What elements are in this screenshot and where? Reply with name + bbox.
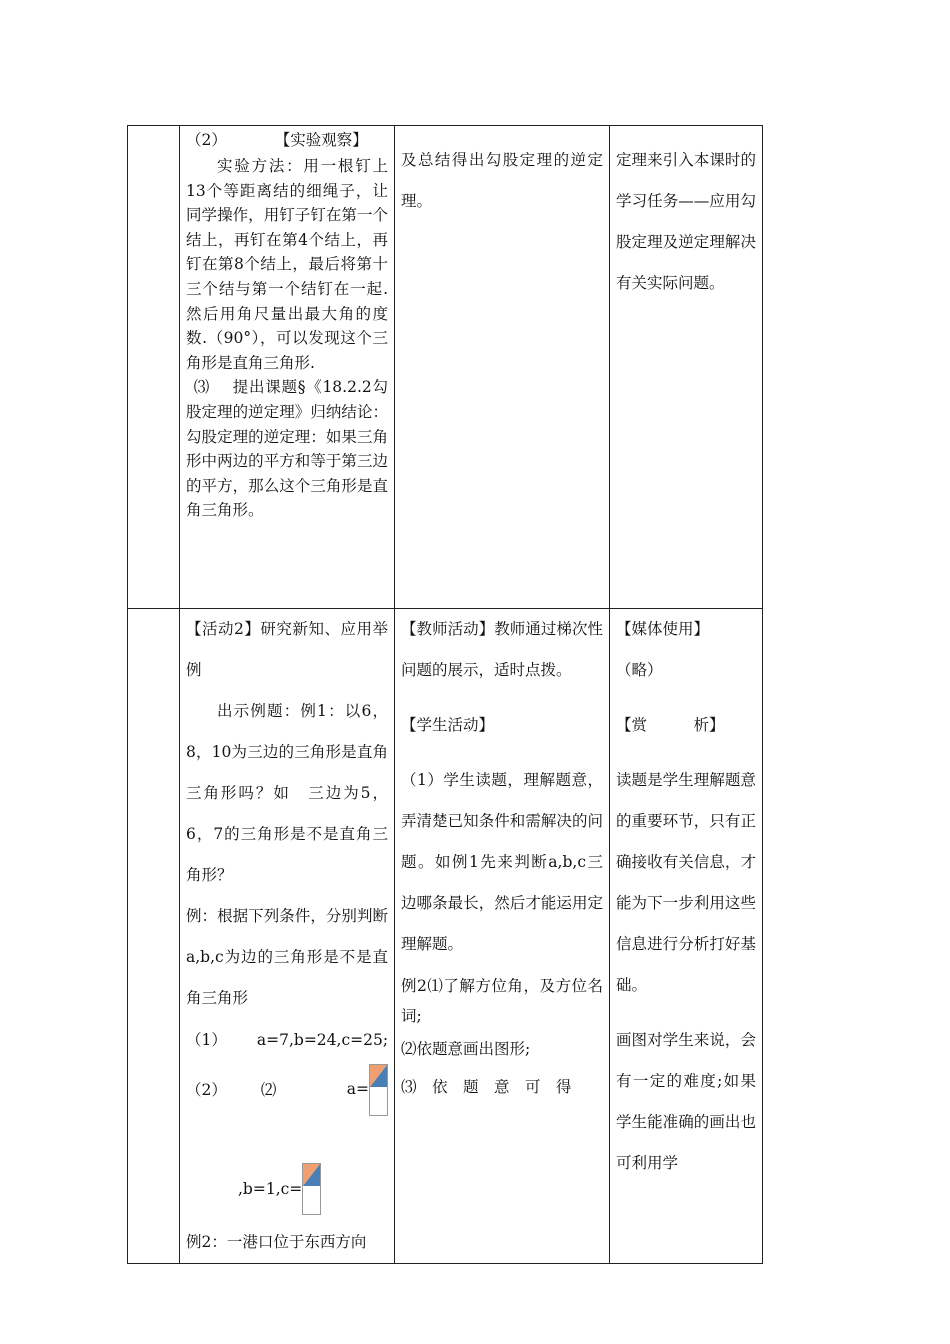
stage-cell — [128, 609, 180, 1264]
table-row — [128, 126, 763, 609]
analysis-paragraph-2: 画图对学生来说，会有一定的难度;如果学生能准确的画出也可利用学 — [616, 1031, 756, 1172]
sqrt-image-icon — [302, 1163, 321, 1215]
step3-number: ⑶ — [193, 378, 210, 397]
student-activity-title: 【学生活动】 — [401, 716, 495, 734]
condition-2-a: a= — [347, 1064, 388, 1116]
step2-heading — [186, 128, 388, 152]
comment-cell — [610, 609, 763, 1264]
example2-text: 例2：一港口位于东西方向 — [186, 1233, 367, 1251]
experiment-method: 实验方法：用一根钉上13个等距离结的细绳子，让同学操作，用钉子钉在第一个结上，再钉在第4个结上，再钉在第8个结上，最后将第十三个结与第一个结钉在一起.然后用角尺量出最大角的度数.（90°），可以发现这个三角形是直角三角形. — [186, 157, 388, 372]
media-text: （略） — [616, 661, 663, 679]
comment-cell — [610, 126, 763, 609]
teacher-cell — [395, 126, 610, 609]
activity2-title: 【活动2】研究新知、应用举例 — [186, 620, 388, 679]
example1-text: 出示例题：例1：以6，8，10为三边的三角形是直角三角形吗？如 三边为5，6，7的三角形是不是直角三角形？ — [186, 702, 388, 884]
sqrt-image-icon — [369, 1064, 388, 1116]
condition-2-number-alt: ⑵ — [260, 1081, 277, 1099]
step2-title: 【实验观察】 — [274, 131, 368, 149]
teacher-text: 及总结得出勾股定理的逆定理。 — [401, 151, 603, 210]
stage-cell — [128, 126, 180, 609]
comment-text: 定理来引入本课时的学习任务——应用勾股定理及逆定理解决有关实际问题。 — [616, 151, 756, 292]
example-intro: 例：根据下列条件，分别判断a,b,c为边的三角形是不是直角三角形 — [186, 907, 388, 1007]
student-activity-2b: ⑵依题意画出图形; — [401, 1040, 531, 1058]
condition-2-bc-text: ,b=1,c= — [238, 1180, 303, 1198]
step2-number: （2） — [186, 131, 227, 149]
teacher-cell — [395, 609, 610, 1264]
condition-1 — [186, 1019, 388, 1060]
condition-2-number: （2） — [186, 1081, 227, 1099]
media-title: 【媒体使用】 — [616, 620, 710, 638]
analysis-title: 【赏 析】 — [616, 716, 725, 734]
content-cell — [180, 126, 395, 609]
condition-1-number: （1） — [186, 1030, 227, 1049]
step3-paragraph — [186, 375, 388, 523]
student-activity-2c: ⑶ 依 题 意 可 得 — [401, 1078, 572, 1096]
table-row — [128, 609, 763, 1264]
lesson-plan-table — [127, 125, 763, 1264]
content-cell — [180, 609, 395, 1264]
condition-2-bc — [186, 1164, 388, 1214]
student-activity-1: （1）学生读题，理解题意，弄清楚已知条件和需解决的问题。如例1先来判断a,b,c三边哪条最长，然后才能运用定理解题。 — [401, 771, 603, 953]
step3-text: 提出课题§《18.2.2勾股定理的逆定理》归纳结论：勾股定理的逆定理：如果三角形中两边的平方和等于第三边的平方，那么这个三角形是直角三角形。 — [186, 378, 388, 520]
analysis-paragraph-1: 读题是学生理解题意的重要环节，只有正确接收有关信息，才能为下一步利用这些信息进行分析打好基础。 — [616, 771, 756, 994]
condition-1-text: a=7,b=24,c=25; — [256, 1030, 389, 1049]
teacher-activity: 【教师活动】教师通过梯次性问题的展示，适时点拨。 — [401, 620, 603, 679]
student-activity-2a: 例2⑴了解方位角，及方位名词; — [401, 977, 603, 1025]
condition-2 — [186, 1060, 388, 1120]
